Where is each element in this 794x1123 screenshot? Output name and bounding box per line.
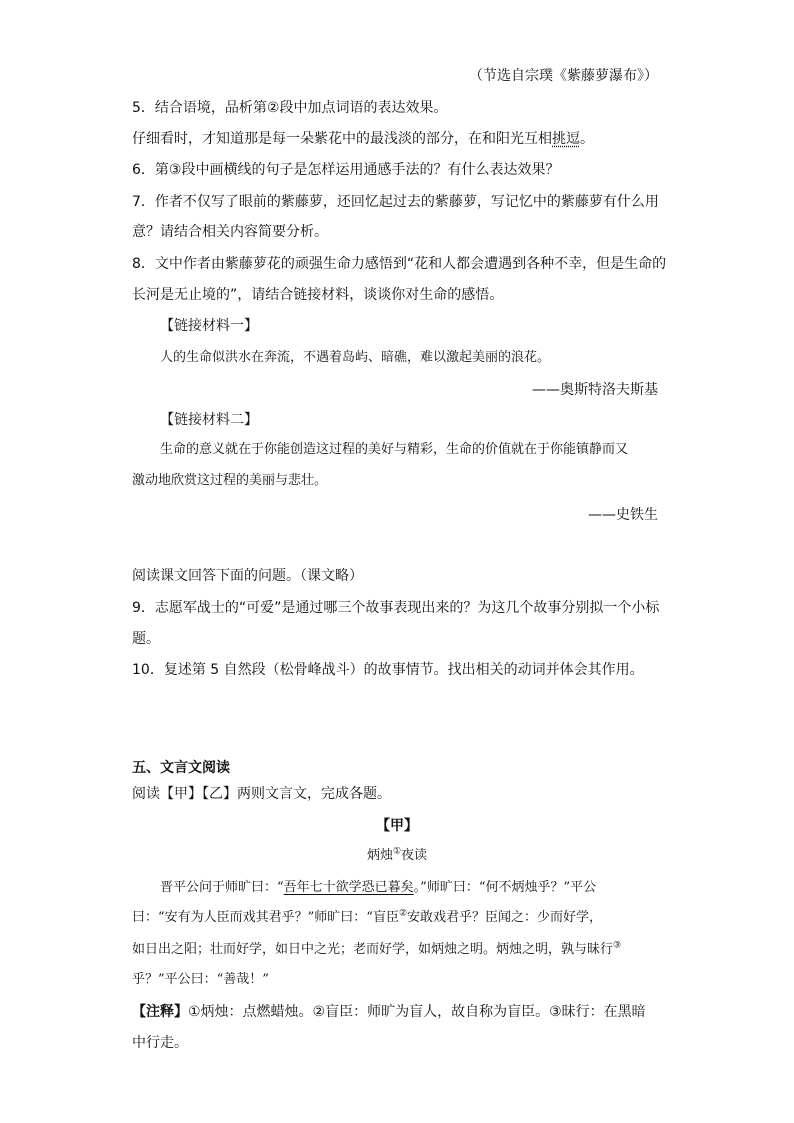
jia-para-line2 — [132, 908, 602, 928]
question-7-line1: 7．作者不仅写了眼前的紫藤萝，还回忆起过去的紫藤萝，写记忆中的紫藤萝有什么用 — [132, 194, 659, 210]
question-9-line2: 题。 — [132, 631, 160, 647]
jia-p1-underlined: 吾年七十欲学恐已暮矣 — [283, 880, 414, 895]
jia-title-post: 夜读 — [401, 848, 428, 863]
question-6: 6．第③段中画横线的句子是怎样运用通感手法的？有什么表达效果？ — [132, 162, 560, 178]
link-material-1-author: ——奥斯特洛夫斯基 — [532, 382, 658, 398]
jia-para-line4: 乎？”平公曰：“善哉！” — [132, 972, 269, 987]
jia-title — [0, 846, 794, 866]
question-7-line2: 意？请结合相关内容简要分析。 — [132, 224, 328, 240]
note-text-1: ①炳烛：点燃蜡烛。②盲臣：师旷为盲人，故自称为盲臣。③昧行：在黑暗 — [188, 1004, 646, 1020]
link-material-2-line2: 激动地欣赏这过程的美丽与悲壮。 — [132, 473, 328, 488]
jia-p3-text: 如日出之阳；壮而好学，如日中之光；老而好学，如炳烛之明。炳烛之明，孰与昧行 — [132, 942, 614, 957]
source-note: （节选自宗璞《紫藤萝瀑布》） — [469, 68, 658, 84]
jia-title-note-mark: ① — [392, 846, 402, 857]
q5-dotted-word: 挑逗 — [552, 131, 580, 147]
section-5-intro: 阅读【甲】【乙】两则文言文，完成各题。 — [132, 786, 391, 802]
jia-para-line1 — [160, 878, 596, 898]
jia-label: 【甲】 — [376, 818, 418, 834]
question-8-line1: 8．文中作者由紫藤萝花的顽强生命力感悟到“花和人都会遭遇到各种不幸，但是生命的 — [132, 256, 667, 272]
link-material-2-title: 【链接材料二】 — [160, 412, 258, 428]
section-5-title: 五、文言文阅读 — [132, 760, 230, 776]
note-label: 【注释】 — [132, 1004, 188, 1020]
jia-p2-post: 安敢戏君乎？臣闻之：少而好学， — [407, 910, 603, 925]
q5-sentence-post: 。 — [580, 131, 594, 147]
question-9-line1: 9．志愿军战士的“可爱”是通过哪三个故事表现出来的？为这几个故事分别拟一个小标 — [132, 600, 660, 616]
jia-p2-pre: 曰：“安有为人臣而戏其君乎？”师旷曰：“盲臣 — [132, 910, 399, 925]
jia-p3-note-mark: ③ — [613, 940, 622, 951]
note-line1 — [132, 1002, 646, 1022]
jia-p1-pre: 晋平公问于师旷曰：“ — [160, 880, 284, 895]
question-10: 10．复述第 5 自然段（松骨峰战斗）的故事情节。找出相关的动词并体会其作用。 — [132, 662, 644, 678]
read-intro: 阅读课文回答下面的问题。（课文略） — [132, 568, 363, 584]
jia-p1-post: 。”师旷曰：“何不炳烛乎？”平公 — [413, 880, 597, 895]
link-material-1-text: 人的生命似洪水在奔流，不遇着岛屿、暗礁，难以激起美丽的浪花。 — [160, 350, 551, 365]
q5-sentence-pre: 仔细看时，才知道那是每一朵紫花中的最浅淡的部分，在和阳光互相 — [132, 131, 552, 147]
link-material-2-author: ——史铁生 — [588, 507, 658, 523]
jia-title-pre: 炳烛 — [366, 848, 393, 863]
link-material-1-title: 【链接材料一】 — [160, 318, 258, 334]
note-line2: 中行走。 — [132, 1035, 188, 1051]
jia-para-line3 — [132, 940, 621, 960]
question-8-line2: 长河是无止境的”，请结合链接材料，谈谈你对生命的感悟。 — [132, 287, 504, 303]
jia-p2-note-mark: ② — [398, 908, 408, 919]
link-material-2-line1: 生命的意义就在于你能创造这过程的美好与精彩，生命的价值就在于你能镇静而又 — [160, 442, 629, 457]
question-5: 5．结合语境，品析第②段中加点词语的表达效果。 — [132, 100, 448, 116]
q5-sentence — [132, 129, 594, 149]
